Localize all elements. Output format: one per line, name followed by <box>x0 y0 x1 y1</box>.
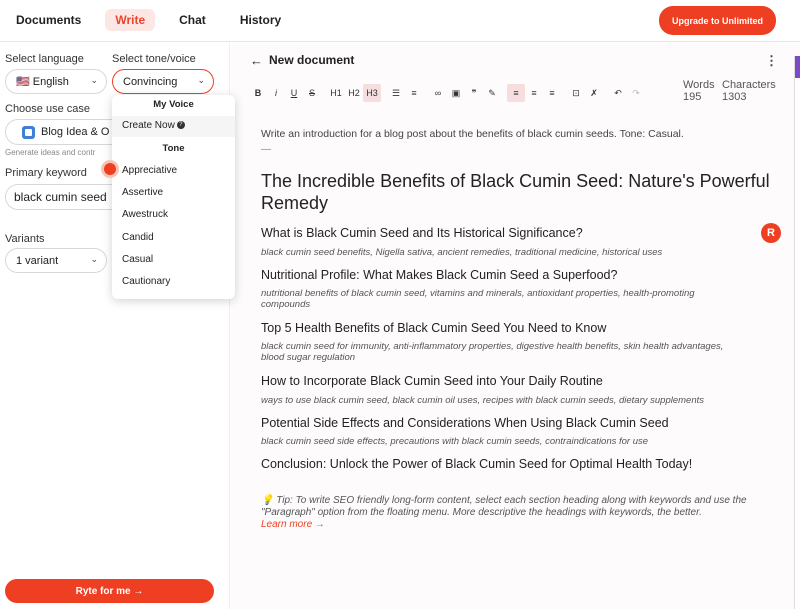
align-center-icon[interactable]: ≡ <box>531 88 537 98</box>
language-value: 🇺🇸 English <box>16 76 69 88</box>
tone-option-cautionary[interactable]: Cautionary <box>122 276 171 287</box>
quote-icon[interactable]: ❞ <box>471 87 477 98</box>
top-nav <box>6 9 305 31</box>
tone-option-assertive[interactable]: Assertive <box>122 187 164 198</box>
nav-history[interactable]: History <box>239 13 282 27</box>
upgrade-button[interactable]: Upgrade to Unlimited <box>659 6 776 35</box>
prompt-text[interactable]: Write an introduction for a blog post about the benefits of black cumin seeds. Tone: Casual. <box>261 128 684 140</box>
seo-tip <box>261 495 756 531</box>
char-count <box>722 79 776 103</box>
section-keywords[interactable]: black cumin seed side effects, precautions with black cumin seeds, contraindications for use <box>261 436 649 447</box>
strike-button[interactable]: S <box>308 88 315 98</box>
bullet-list-icon[interactable]: ☰ <box>391 87 401 98</box>
clear-format-icon[interactable]: ✗ <box>590 87 598 98</box>
top-bar <box>0 0 800 42</box>
nav-chat[interactable]: Chat <box>179 13 206 27</box>
h2-button[interactable]: H2 <box>348 88 360 98</box>
italic-button[interactable]: i <box>275 88 277 98</box>
section-keywords[interactable]: ways to use black cumin seed, black cumin oil uses, recipes with black cumin seeds, dietary supplements <box>261 395 705 406</box>
tone-option-casual[interactable]: Casual <box>122 254 154 265</box>
tip-text: 💡 Tip: To write SEO friendly long-form content, select each section heading along with keywords and use the "Paragraph" option from the floating menu. More descriptive the headings with keywords, the better. <box>261 495 747 518</box>
language-select[interactable] <box>5 69 107 94</box>
ryte-button[interactable]: Ryte for me → <box>5 579 214 603</box>
section-keywords[interactable]: black cumin seed for immunity, anti-inflammatory properties, digestive health benefits, skin health advantages, blood sugar regulation <box>261 341 724 363</box>
bold-button[interactable]: B <box>254 88 262 98</box>
my-voice-header: My Voice <box>153 99 194 110</box>
blog-icon <box>22 126 35 139</box>
format-toolbar <box>249 83 645 103</box>
keyword-input[interactable]: black cumin seed <box>5 184 230 210</box>
document-title[interactable]: New document <box>269 53 355 67</box>
keyword-label: Primary keyword <box>5 167 87 179</box>
section-keywords[interactable]: black cumin seed benefits, Nigella sativa, ancient remedies, traditional medicine, historical uses <box>261 247 663 258</box>
tone-header: Tone <box>162 143 185 154</box>
link-icon[interactable]: ∞ <box>434 88 442 98</box>
tone-value: Convincing <box>123 75 178 88</box>
nav-documents[interactable]: Documents <box>16 13 82 27</box>
word-count <box>683 79 715 103</box>
more-options-icon[interactable]: ⋮ <box>765 53 778 68</box>
chevron-down-icon: ⌄ <box>197 75 205 85</box>
usecase-label: Choose use case <box>5 103 90 115</box>
words-value: 195 <box>683 91 702 103</box>
section-title[interactable]: Top 5 Health Benefits of Black Cumin Seed You Need to Know <box>261 321 607 335</box>
h1-button[interactable]: H1 <box>330 88 342 98</box>
variants-value: 1 variant <box>16 254 59 267</box>
back-arrow-icon[interactable]: ← <box>250 53 263 68</box>
edge-accent <box>795 56 800 78</box>
tone-dropdown <box>112 95 235 299</box>
underline-button[interactable]: U <box>290 88 298 98</box>
user-avatar[interactable]: R <box>761 223 781 243</box>
numbered-list-icon[interactable]: ≡ <box>411 88 417 98</box>
usecase-value: Blog Idea & O <box>41 126 110 138</box>
article-heading[interactable]: The Incredible Benefits of Black Cumin Seed: Nature's Powerful Remedy <box>261 171 770 213</box>
section-title[interactable]: Conclusion: Unlock the Power of Black Cumin Seed for Optimal Health Today! <box>261 457 693 471</box>
tone-option-candid[interactable]: Candid <box>122 232 154 243</box>
align-right-icon[interactable]: ≡ <box>549 88 555 98</box>
section-title[interactable]: Nutritional Profile: What Makes Black Cumin Seed a Superfood? <box>261 268 618 282</box>
tone-select[interactable] <box>112 69 214 94</box>
words-label: Words <box>683 79 715 91</box>
section-title[interactable]: How to Incorporate Black Cumin Seed into Your Daily Routine <box>261 374 603 388</box>
variants-label: Variants <box>5 233 45 245</box>
highlight-icon[interactable]: ✎ <box>488 87 496 98</box>
section-title[interactable]: What is Black Cumin Seed and Its Historical Significance? <box>261 226 583 240</box>
language-label: Select language <box>5 53 84 65</box>
embed-icon[interactable]: ⊡ <box>572 87 580 98</box>
browser-edge <box>794 56 800 609</box>
section-title[interactable]: Potential Side Effects and Considerations When Using Black Cumin Seed <box>261 416 669 430</box>
image-icon[interactable]: ▣ <box>451 87 461 98</box>
cursor-indicator <box>101 160 119 178</box>
usecase-hint: Generate ideas and contr <box>5 148 96 157</box>
tone-option-appreciative[interactable]: Appreciative <box>122 165 178 176</box>
learn-more-link[interactable]: Learn more → <box>261 519 325 530</box>
chars-value: 1303 <box>722 91 747 103</box>
chars-label: Characters <box>722 79 776 91</box>
chevron-down-icon: ⌄ <box>90 75 98 85</box>
h3-button[interactable]: H3 <box>363 84 381 102</box>
redo-icon[interactable]: ↷ <box>632 87 640 98</box>
variants-select[interactable] <box>5 248 107 273</box>
divider-dash: — <box>261 144 271 155</box>
chevron-down-icon: ⌄ <box>90 254 98 264</box>
help-icon: ? <box>177 121 185 129</box>
tone-option-awestruck[interactable]: Awestruck <box>122 209 168 220</box>
editor-area <box>231 43 800 609</box>
undo-icon[interactable]: ↶ <box>614 87 622 98</box>
create-now-label: Create Now <box>122 120 175 131</box>
align-left-icon[interactable]: ≡ <box>507 84 525 102</box>
nav-write[interactable]: Write <box>105 9 155 31</box>
tone-label: Select tone/voice <box>112 53 196 65</box>
section-keywords[interactable]: nutritional benefits of black cumin seed, vitamins and minerals, antioxidant properties, health-promoting compounds <box>261 288 695 310</box>
create-now-item[interactable] <box>122 120 185 131</box>
